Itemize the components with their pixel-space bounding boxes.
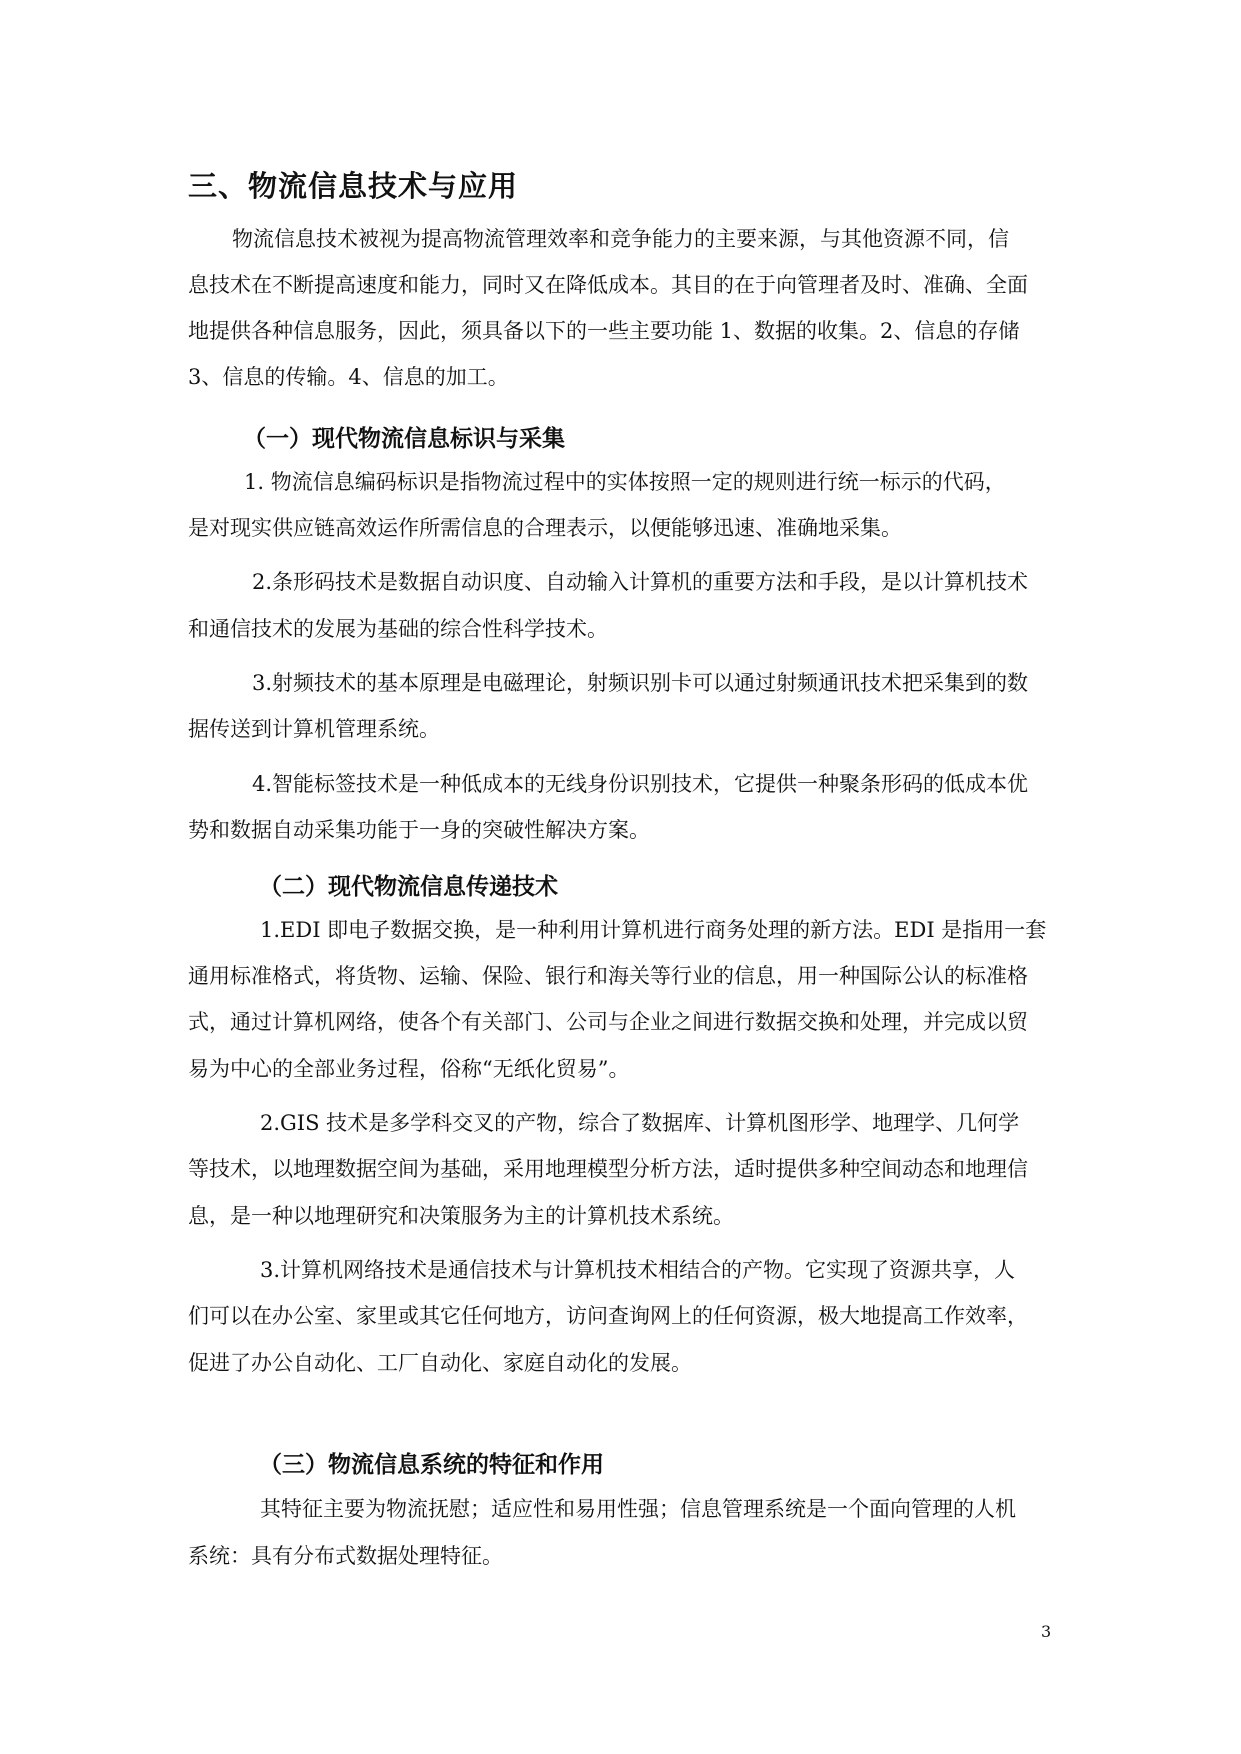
paragraph-line: 和通信技术的发展为基础的综合性科学技术。: [188, 617, 608, 641]
section-heading: （二）现代物流信息传递技术: [259, 873, 558, 900]
section-heading: （三）物流信息系统的特征和作用: [259, 1451, 604, 1478]
paragraph-line: 1. 物流信息编码标识是指物流过程中的实体按照一定的规则进行统一标示的代码，: [244, 470, 1006, 494]
paragraph-line: 3.计算机网络技术是通信技术与计算机技术相结合的产物。它实现了资源共享，人: [260, 1258, 1016, 1282]
paragraph-line: 4.智能标签技术是一种低成本的无线身份识别技术，它提供一种聚条形码的低成本优: [252, 772, 1029, 796]
intro-line: 息技术在不断提高速度和能力，同时又在降低成本。其目的在于向管理者及时、准确、全面: [188, 273, 1028, 297]
paragraph-line: 易为中心的全部业务过程，俗称“无纸化贸易”。: [188, 1057, 630, 1081]
intro-line: 地提供各种信息服务，因此，须具备以下的一些主要功能 1、数据的收集。2、信息的存储: [188, 319, 1020, 343]
paragraph-line: 1.EDI 即电子数据交换，是一种利用计算机进行商务处理的新方法。EDI 是指用一套: [260, 918, 1047, 942]
paragraph-line: 2.GIS 技术是多学科交叉的产物，综合了数据库、计算机图形学、地理学、几何学: [260, 1111, 1020, 1135]
paragraph-line: 是对现实供应链高效运作所需信息的合理表示，以便能够迅速、准确地采集。: [188, 516, 902, 540]
paragraph-line: 据传送到计算机管理系统。: [188, 717, 440, 741]
paragraph-line: 等技术，以地理数据空间为基础，采用地理模型分析方法，适时提供多种空间动态和地理信: [188, 1157, 1028, 1181]
paragraph-line: 式，通过计算机网络，使各个有关部门、公司与企业之间进行数据交换和处理，并完成以贸: [188, 1010, 1028, 1034]
intro-line: 3、信息的传输。4、信息的加工。: [188, 365, 509, 389]
paragraph-line: 系统：具有分布式数据处理特征。: [188, 1544, 503, 1568]
paragraph-line: 3.射频技术的基本原理是电磁理论，射频识别卡可以通过射频通讯技术把采集到的数: [252, 671, 1029, 695]
paragraph-line: 们可以在办公室、家里或其它任何地方，访问查询网上的任何资源，极大地提高工作效率，: [188, 1304, 1028, 1328]
paragraph-line: 势和数据自动采集功能于一身的突破性解决方案。: [188, 818, 650, 842]
intro-line: 物流信息技术被视为提高物流管理效率和竞争能力的主要来源，与其他资源不同，信: [232, 227, 1009, 251]
paragraph-line: 其特征主要为物流抚慰；适应性和易用性强；信息管理系统是一个面向管理的人机: [260, 1497, 1016, 1521]
section-heading: （一）现代物流信息标识与采集: [243, 425, 565, 452]
paragraph-line: 2.条形码技术是数据自动识度、自动输入计算机的重要方法和手段，是以计算机技术: [252, 570, 1029, 594]
paragraph-line: 通用标准格式，将货物、运输、保险、银行和海关等行业的信息，用一种国际公认的标准格: [188, 964, 1028, 988]
page-title: 三、物流信息技术与应用: [188, 169, 519, 203]
page-number: 3: [1041, 1622, 1052, 1641]
paragraph-line: 息，是一种以地理研究和决策服务为主的计算机技术系统。: [188, 1204, 734, 1228]
paragraph-line: 促进了办公自动化、工厂自动化、家庭自动化的发展。: [188, 1351, 692, 1375]
